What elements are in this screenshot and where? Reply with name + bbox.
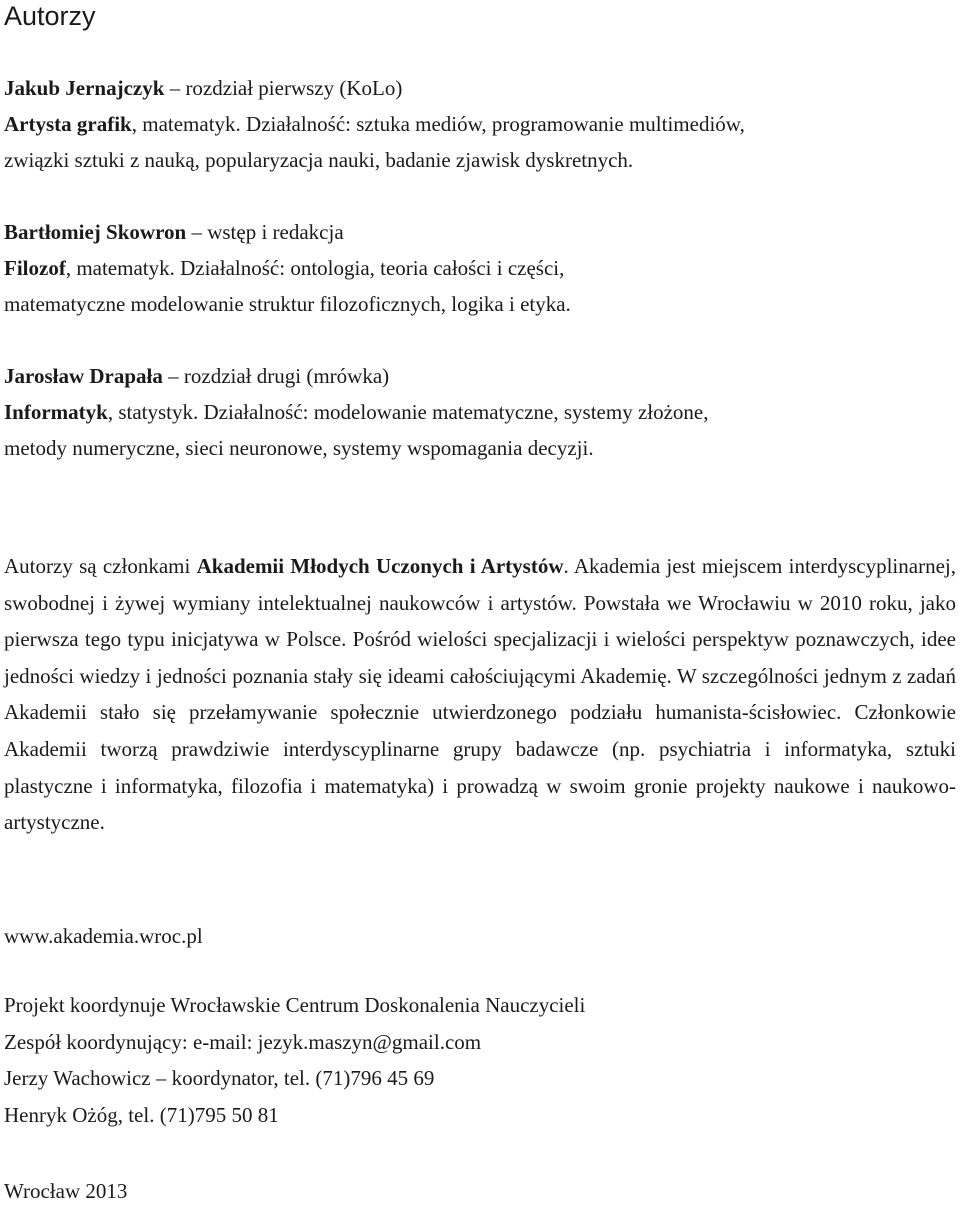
author-entry-drapala — [4, 358, 954, 466]
akademia-text: . Akademia jest miejscem interdyscyplinarnej, swobodnej i żywej wymiany intelektualnej naukowców i artystów. Powstała we Wrocławiu w 2010 roku, jako pierwsza tego typu inicjatywa w Polsce. Pośród wielości specjalizacji i wielości perspektyw poznawczych, idee jedności wiedzy i jedności poznania stały się ideami całościującymi Akademię. W szczególności jednym z zadań Akademii stało się przełamywanie społecznie utwierdzonego podziału humanista-ścisłowiec. Członkowie Akademii tworzą prawdziwie interdyscyplinarne grupy badawcze (np. psychiatria i informatyka, sztuki plastyczne i informatyka, filozofia i matematyka) i prowadzą w swoim gronie projekty naukowe i naukowo-artystyczne. — [4, 554, 956, 835]
author-description — [4, 394, 954, 430]
author-role: – rozdział pierwszy (KoLo) — [164, 76, 403, 100]
author-name: Jakub Jernajczyk — [4, 76, 165, 100]
contact-phone: Henryk Ożóg, tel. (71)795 50 81 — [4, 1102, 279, 1127]
author-entry-skowron — [4, 214, 954, 322]
website-url: www.akademia.wroc.pl — [4, 924, 203, 948]
author-role: – wstęp i redakcja — [186, 220, 344, 244]
authors-list — [4, 70, 954, 502]
author-name: Jarosław Drapała — [4, 364, 163, 388]
author-entry-jernajczyk — [4, 70, 954, 178]
page-title: Autorzy — [4, 1, 96, 31]
author-description-line2: matematyczne modelowanie struktur filozoficznych, logika i etyka. — [4, 292, 571, 316]
author-description-line1: , matematyk. Działalność: ontologia, teoria całości i części, — [65, 256, 565, 280]
author-description-line1: , statystyk. Działalność: modelowanie matematyczne, systemy złożone, — [107, 400, 709, 424]
author-header — [4, 70, 954, 106]
coordinator-phone: Jerzy Wachowicz – koordynator, tel. (71)796 45 69 — [4, 1066, 435, 1091]
author-header — [4, 358, 954, 394]
author-profession: Filozof — [4, 256, 66, 280]
coordinator-organization: Projekt koordynuje Wrocławskie Centrum Doskonalenia Nauczycieli — [4, 993, 586, 1017]
author-header — [4, 214, 954, 250]
author-description — [4, 250, 954, 286]
author-description-line2: metody numeryczne, sieci neuronowe, systemy wspomagania decyzji. — [4, 436, 594, 460]
akademia-paragraph — [4, 548, 956, 841]
coordinating-team-email: Zespół koordynujący: e-mail: jezyk.maszyn@gmail.com — [4, 1029, 482, 1054]
author-description — [4, 106, 954, 142]
place-and-year: Wrocław 2013 — [4, 1179, 128, 1203]
contact-block — [4, 987, 585, 1133]
akademia-intro: Autorzy są członkami — [4, 554, 197, 578]
author-profession: Informatyk — [4, 400, 108, 424]
author-description-line1: , matematyk. Działalność: sztuka mediów, programowanie multimediów, — [131, 112, 745, 136]
author-role: – rozdział drugi (mrówka) — [162, 364, 390, 388]
author-description-line2: związki sztuki z nauką, popularyzacja nauki, badanie zjawisk dyskretnych. — [4, 148, 634, 172]
akademia-name: Akademii Młodych Uczonych i Artystów — [196, 554, 564, 578]
author-profession: Artysta grafik — [4, 112, 132, 136]
author-name: Bartłomiej Skowron — [4, 220, 187, 244]
